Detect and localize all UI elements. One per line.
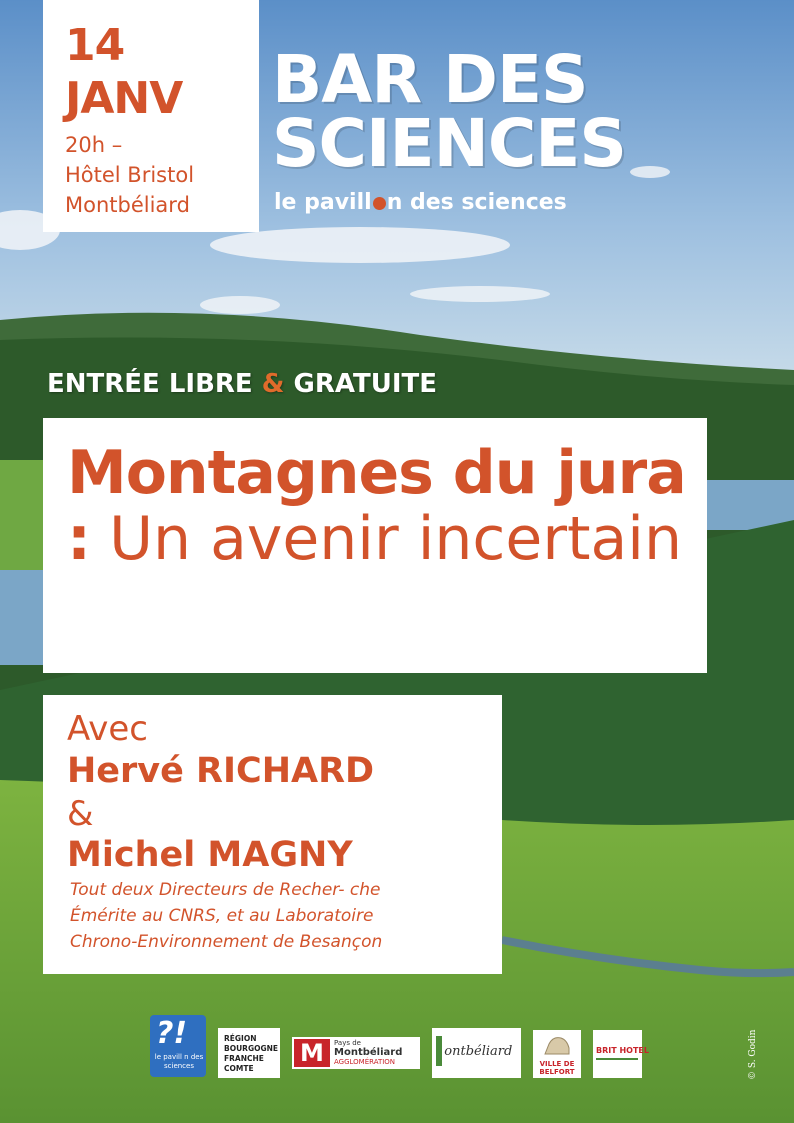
event-venue: Hôtel Bristol	[65, 163, 195, 187]
talk-title-light: Un avenir incertain	[109, 504, 682, 574]
entry-gratuite: GRATUITE	[293, 369, 437, 399]
pma-line-2: Montbéliard	[334, 1047, 403, 1058]
montbeliard-name: ontbéliard	[444, 1044, 513, 1059]
entry-banner	[47, 366, 437, 402]
event-time: 20h –	[65, 133, 123, 157]
brit-hotel-bar	[596, 1058, 638, 1060]
event-day: 14	[65, 20, 125, 71]
pma-m-icon: M	[294, 1039, 330, 1067]
cloud	[210, 227, 510, 263]
belfort-line-2: BELFORT	[539, 1068, 575, 1076]
speakers-description	[70, 877, 495, 955]
brand-subtitle-before: le pavill	[274, 190, 372, 215]
brand-subtitle	[274, 189, 567, 217]
brand-logo	[272, 41, 626, 182]
pays-montbeliard-logo	[292, 1037, 420, 1069]
brand-line-2: SCIENCES	[272, 105, 626, 182]
event-city: Montbéliard	[65, 193, 190, 217]
region-line-2: BOURGOGNE	[224, 1044, 279, 1053]
pavillon-text: le pavill n des sciences	[154, 1053, 204, 1070]
belfort-text	[533, 1060, 581, 1076]
montbeliard-text	[436, 1042, 512, 1062]
speaker-name-2: Michel MAGNY	[67, 835, 353, 875]
belfort-line-1: VILLE DE	[539, 1060, 575, 1068]
photo-credit: © S. Godin	[748, 1029, 758, 1080]
lion-icon	[543, 1034, 571, 1056]
montbeliard-logo	[432, 1028, 521, 1078]
entry-ampersand: &	[261, 369, 285, 399]
talk-title	[67, 440, 697, 572]
brand-subtitle-after: n des sciences	[386, 190, 567, 215]
pavillon-glyph: ?!	[156, 1016, 188, 1051]
speakers-box	[43, 695, 502, 974]
date-box	[43, 0, 259, 232]
red-dot-icon	[373, 197, 386, 210]
pasture-left	[0, 460, 43, 570]
speakers-intro: Avec	[67, 709, 148, 749]
event-details	[65, 130, 194, 220]
talk-title-bold: Montagnes du jura :	[67, 438, 686, 574]
cloud	[410, 286, 550, 302]
speakers-description-line-1: Tout deux Directeurs de Recher- che	[70, 880, 381, 900]
pma-line-3: AGGLOMÉRATION	[334, 1058, 396, 1066]
region-logo	[218, 1028, 280, 1078]
brand-line-1: BAR DES	[272, 41, 588, 118]
brit-hotel-text: BRIT HOTEL	[596, 1046, 649, 1055]
speakers-description-line-3: Chrono-Environnement de Besançon	[70, 932, 383, 952]
region-line-4: COMTE	[224, 1064, 254, 1073]
title-box	[43, 418, 707, 673]
pavillon-logo	[150, 1015, 206, 1077]
brit-hotel-logo	[593, 1030, 649, 1078]
region-line-1: RÉGION	[224, 1034, 257, 1043]
cloud	[200, 296, 280, 314]
speaker-name-1: Hervé RICHARD	[67, 751, 375, 791]
speakers-ampersand: &	[67, 794, 94, 834]
pma-line-1: Pays de	[334, 1039, 361, 1047]
speakers-description-line-2: Émérite au CNRS, et au Laboratoire	[70, 906, 374, 926]
event-month: JANV	[65, 73, 183, 124]
region-line-3: FRANCHE	[224, 1054, 264, 1063]
entry-free: ENTRÉE LIBRE	[47, 369, 253, 399]
region-text	[224, 1034, 278, 1074]
cloud	[630, 166, 670, 178]
belfort-logo	[533, 1030, 581, 1078]
lake-right	[707, 480, 794, 530]
